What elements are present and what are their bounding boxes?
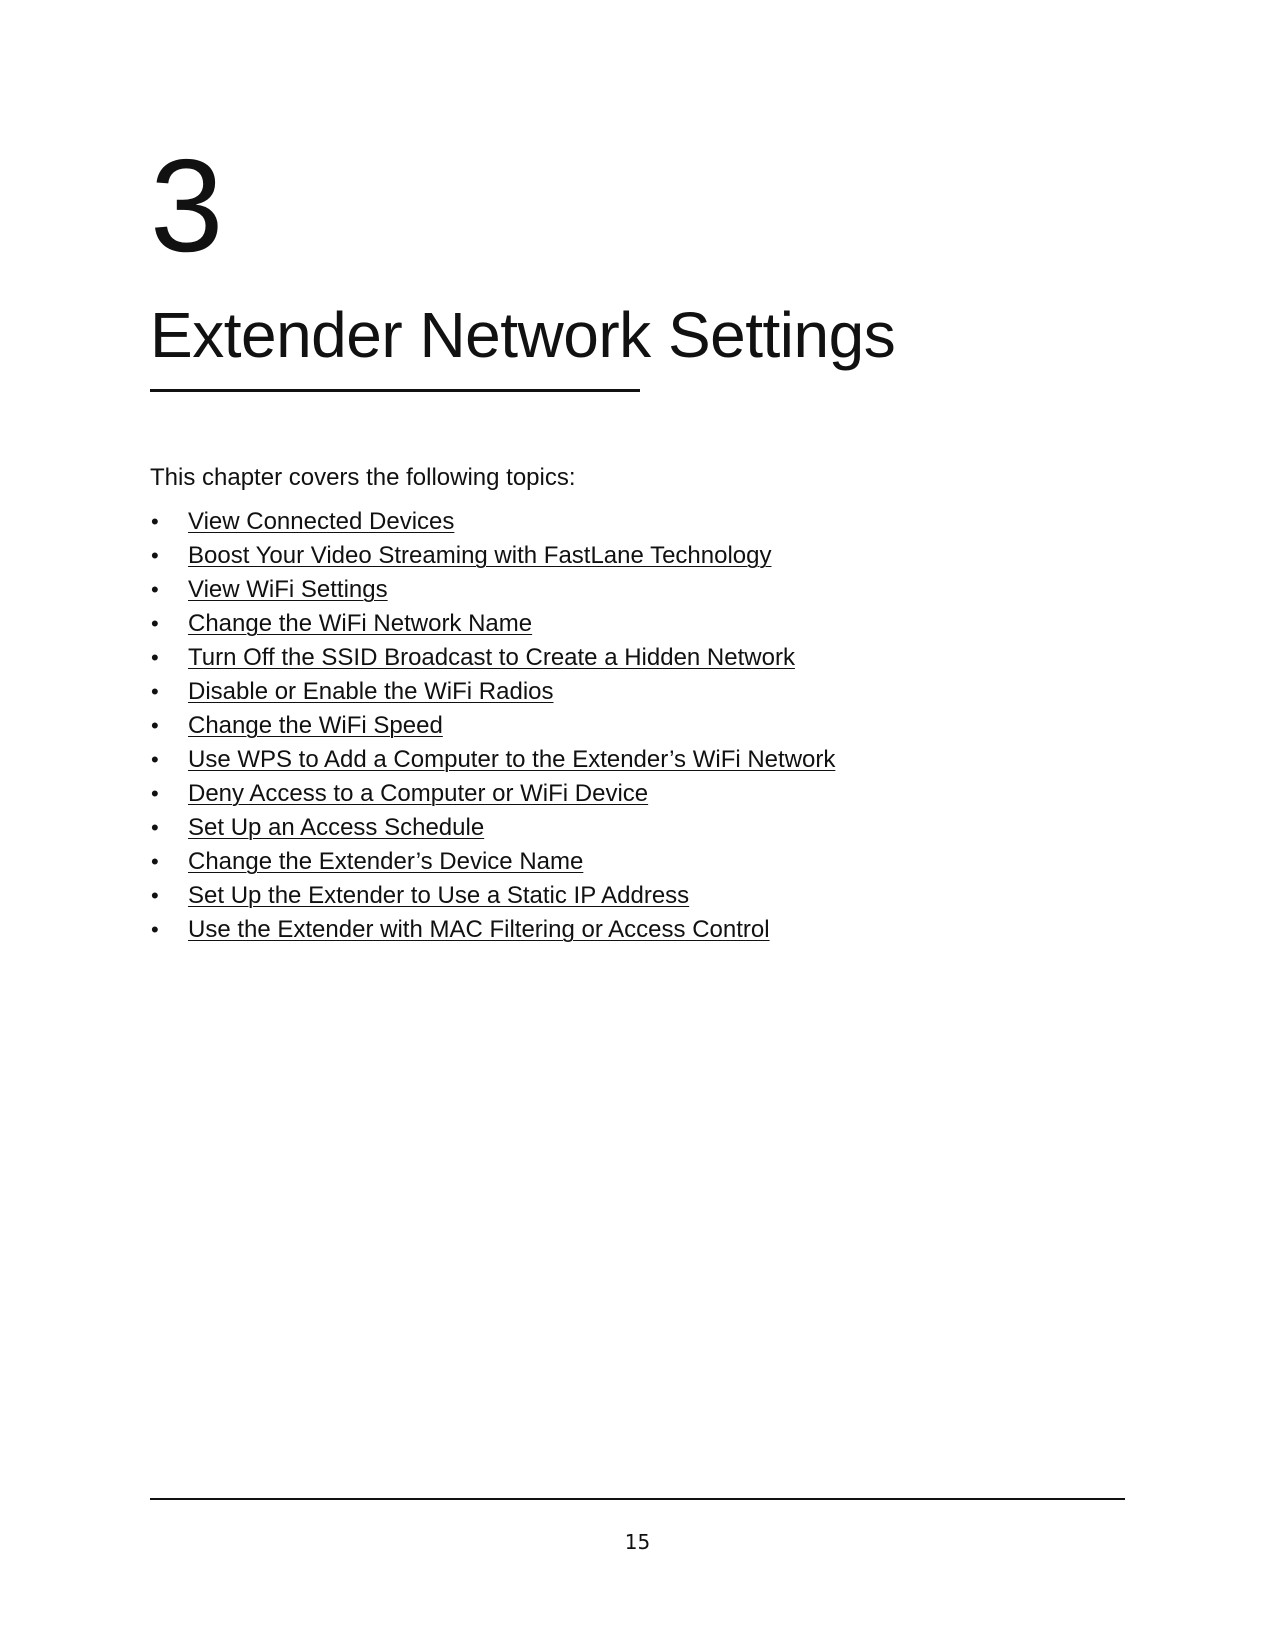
title-underline-divider: [150, 389, 640, 392]
topic-link-ssid-broadcast[interactable]: Turn Off the SSID Broadcast to Create a Hidden Network: [188, 644, 795, 671]
topic-item: [150, 743, 835, 777]
topic-link-view-connected-devices[interactable]: View Connected Devices: [188, 508, 455, 535]
bullet-icon: •: [151, 917, 159, 942]
topic-link-wifi-speed[interactable]: Change the WiFi Speed: [188, 712, 443, 739]
topic-item: [150, 811, 835, 845]
topic-item: [150, 879, 835, 913]
bullet-icon: •: [151, 747, 159, 772]
topic-item: [150, 505, 835, 539]
page-number: 15: [624, 1530, 651, 1554]
topic-item: [150, 709, 835, 743]
bullet-icon: •: [151, 815, 159, 840]
bullet-icon: •: [151, 849, 159, 874]
topic-link-change-wifi-network-name[interactable]: Change the WiFi Network Name: [188, 610, 533, 637]
topic-item: [150, 845, 835, 879]
topic-link-boost-video-streaming[interactable]: Boost Your Video Streaming with FastLane Technology: [188, 542, 772, 569]
topic-item: [150, 777, 835, 811]
bullet-icon: •: [151, 543, 159, 568]
topic-item: [150, 641, 835, 675]
bullet-icon: •: [151, 679, 159, 704]
topic-link-wifi-radios[interactable]: Disable or Enable the WiFi Radios: [188, 678, 554, 705]
topic-list: [150, 505, 835, 947]
intro-text: This chapter covers the following topics:: [150, 464, 576, 491]
topic-link-use-wps[interactable]: Use WPS to Add a Computer to the Extender’s WiFi Network: [188, 746, 836, 773]
topic-link-access-schedule[interactable]: Set Up an Access Schedule: [188, 814, 485, 841]
chapter-number: 3: [150, 132, 222, 279]
topic-item: [150, 573, 835, 607]
topic-item: [150, 675, 835, 709]
bullet-icon: •: [151, 781, 159, 806]
topic-item: [150, 913, 835, 947]
topic-link-static-ip[interactable]: Set Up the Extender to Use a Static IP Address: [188, 882, 690, 909]
chapter-title: Extender Network Settings: [150, 299, 896, 371]
bullet-icon: •: [151, 577, 159, 602]
bullet-icon: •: [151, 509, 159, 534]
topic-link-deny-access[interactable]: Deny Access to a Computer or WiFi Device: [188, 780, 649, 807]
footer-divider: [150, 1498, 1125, 1500]
bullet-icon: •: [151, 883, 159, 908]
topic-item: [150, 539, 835, 573]
bullet-icon: •: [151, 713, 159, 738]
topic-link-view-wifi-settings[interactable]: View WiFi Settings: [188, 576, 388, 603]
bullet-icon: •: [151, 611, 159, 636]
topic-link-device-name[interactable]: Change the Extender’s Device Name: [188, 848, 584, 875]
bullet-icon: •: [151, 645, 159, 670]
topic-item: [150, 607, 835, 641]
topic-link-mac-filtering[interactable]: Use the Extender with MAC Filtering or Access Control: [188, 916, 770, 943]
